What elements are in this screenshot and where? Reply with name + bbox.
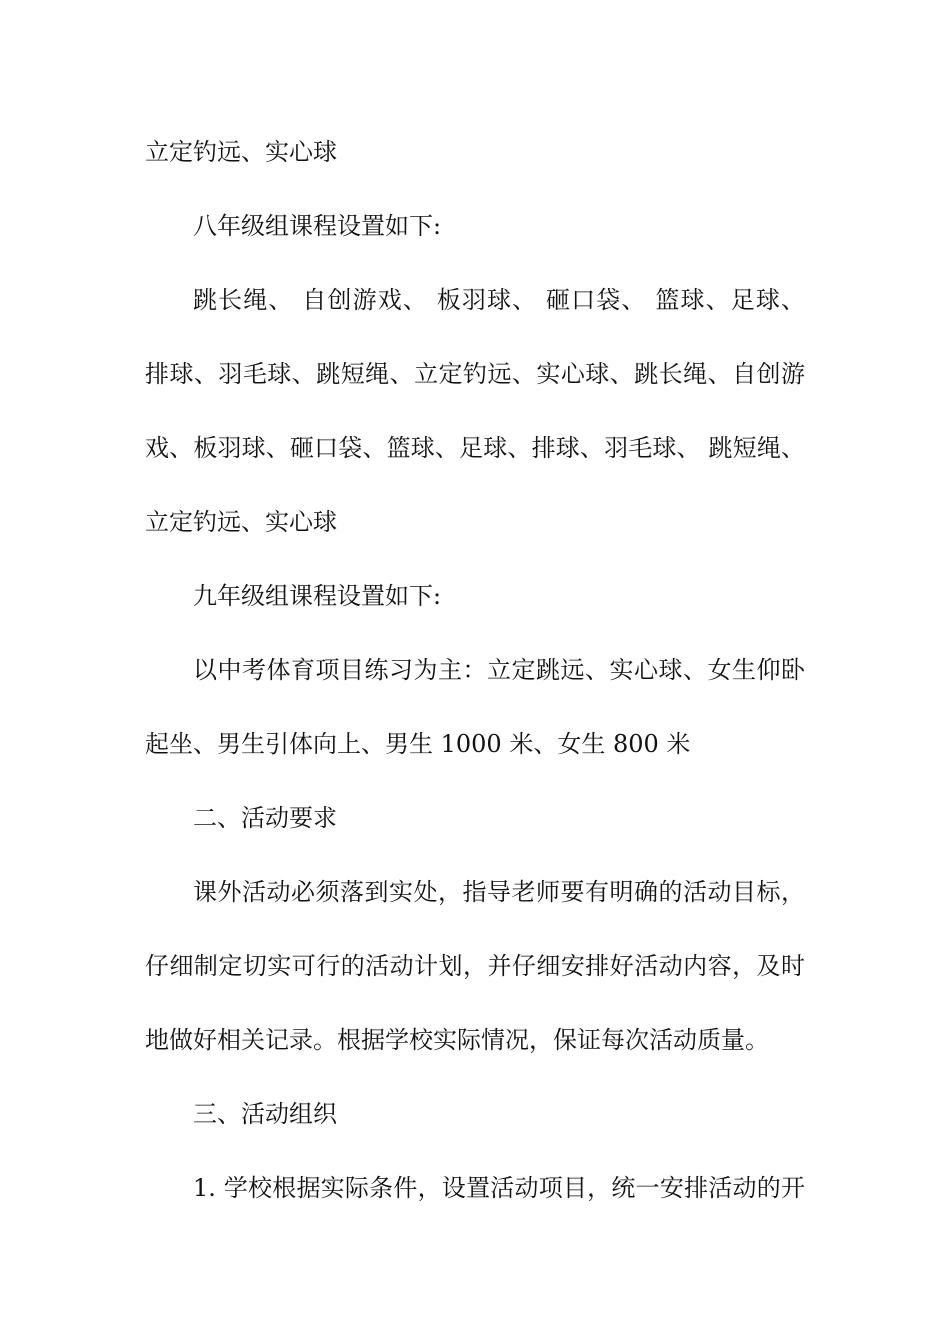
text-line: 立定钓远、实心球 <box>145 508 337 536</box>
text-line: 戏、板羽球、砸口袋、篮球、足球、排球、羽毛球、 跳短绳、 <box>145 434 805 462</box>
section-heading: 八年级组课程设置如下: <box>193 212 442 240</box>
text-line: 课外活动必须落到实处，指导老师要有明确的活动目标， <box>193 878 805 906</box>
text-line: 1. 学校根据实际条件，设置活动项目，统一安排活动的开 <box>193 1174 805 1202</box>
section-heading: 九年级组课程设置如下: <box>193 582 442 610</box>
text-line: 立定钓远、实心球 <box>145 138 337 166</box>
text-line: 仔细制定切实可行的活动计划，并仔细安排好活动内容，及时 <box>145 952 805 980</box>
text-line: 地做好相关记录。根据学校实际情况，保证每次活动质量。 <box>145 1026 769 1054</box>
text-line: 以中考体育项目练习为主：立定跳远、实心球、女生仰卧 <box>193 656 805 684</box>
text-line: 排球、羽毛球、跳短绳、立定钓远、实心球、跳长绳、自创游 <box>145 360 805 388</box>
section-heading: 三、活动组织 <box>193 1100 337 1128</box>
text-line: 跳长绳、 自创游戏、 板羽球、 砸口袋、 篮球、足球、 <box>193 286 805 314</box>
text-line: 起坐、男生引体向上、男生 1000 米、女生 800 米 <box>145 730 691 758</box>
section-heading: 二、活动要求 <box>193 804 337 832</box>
